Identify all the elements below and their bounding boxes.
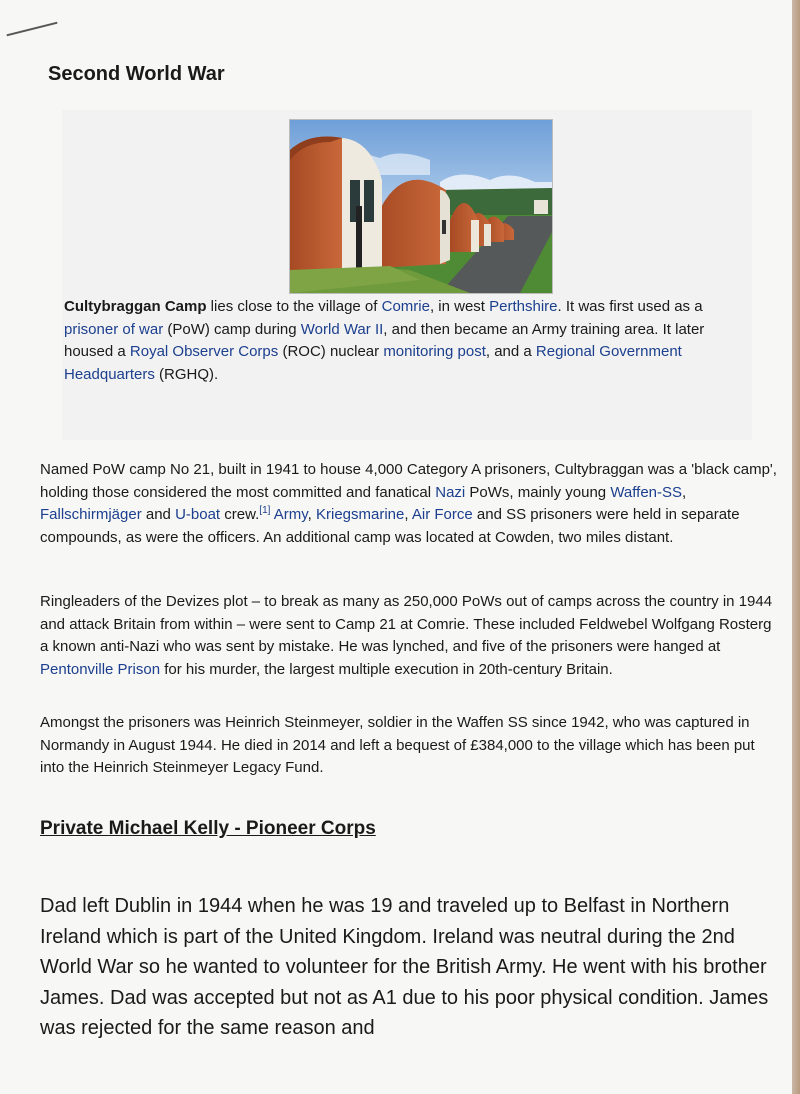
link-nazi[interactable]: Nazi [435, 483, 466, 501]
link-prisoner-of-war[interactable]: prisoner of war [64, 320, 164, 338]
devizes-plot-paragraph: Ringleaders of the Devizes plot – to break as many as 250,000 PoWs out of camps across the country in 1944 and attack Britain from within – were sent to Camp 21 at Comrie. These included Feldwebel Wolfgang Rosterg a known anti-Nazi who was sent by mistake. He was lynched, and five of the prisoners were hanged at Pentonville Prison for his murder, the largest multiple execution in 20th-century Britain. [40, 593, 773, 678]
camp-intro-paragraph: Cultybraggan Camp lies close to the village of Comrie, in west Perthshire. It was first used as a prisoner of war (PoW) camp during World War II, and then became an Army training area. It later housed a Royal Observer Corps (ROC) nuclear monitoring post, and a Regional Government Headquarters (RGHQ). [64, 298, 705, 383]
staple-mark [7, 22, 58, 37]
reference-link[interactable]: [1] [259, 505, 271, 516]
nissen-huts-photo [289, 119, 553, 294]
camp-name: Cultybraggan Camp [64, 298, 207, 315]
link-fallschirmjager[interactable]: Fallschirmjäger [40, 506, 142, 523]
link-comrie[interactable]: Comrie [381, 298, 430, 315]
link-army[interactable]: Army [273, 506, 308, 523]
background-edge [792, 0, 800, 1094]
link-u-boat[interactable]: U-boat [175, 506, 221, 523]
link-kriegsmarine[interactable]: Kriegsmarine [316, 506, 405, 523]
link-air-force[interactable]: Air Force [411, 506, 473, 523]
kelly-heading: Private Michael Kelly - Pioneer Corps [40, 818, 376, 839]
link-pentonville-prison[interactable]: Pentonville Prison [40, 660, 161, 678]
link-waffen-ss[interactable]: Waffen-SS [610, 483, 683, 501]
link-royal-observer-corps[interactable]: Royal Observer Corps [129, 343, 279, 360]
link-regional-government-hq[interactable]: Regional Government Headquarters [64, 343, 682, 383]
kelly-body: Dad left Dublin in 1944 when he was 19 and traveled up to Belfast in Northern Ireland which is part of the United Kingdom. Ireland was neutral during the 2nd World War so he wanted to volunteer for the British Army. He went with his brother James. Dad was accepted but not as A1 due to his poor physical condition. James was rejected for the same reason and [40, 895, 769, 1039]
link-monitoring-post[interactable]: monitoring post [383, 343, 486, 360]
camp-21-paragraph: Named PoW camp No 21, built in 1941 to house 4,000 Category A prisoners, Cultybraggan was a 'black camp', holding those considered the most committed and fanatical Nazi PoWs, mainly young Waffen-SS, Fallschirmjäger and U-boat crew.[1] Army, Kriegsmarine, Air Force and SS prisoners were held in separate compounds, as were the officers. An additional camp was located at Cowden, two miles distant. [40, 461, 777, 546]
section-title: Second World War [48, 63, 225, 85]
link-perthshire[interactable]: Perthshire [489, 298, 558, 315]
steinmeyer-paragraph: Amongst the prisoners was Heinrich Steinmeyer, soldier in the Waffen SS since 1942, who was captured in Normandy in August 1944. He died in 2014 and left a bequest of £384,000 to the village which has been put into the Heinrich Steinmeyer Legacy Fund. [40, 714, 755, 776]
link-world-war-ii[interactable]: World War II [300, 320, 384, 338]
